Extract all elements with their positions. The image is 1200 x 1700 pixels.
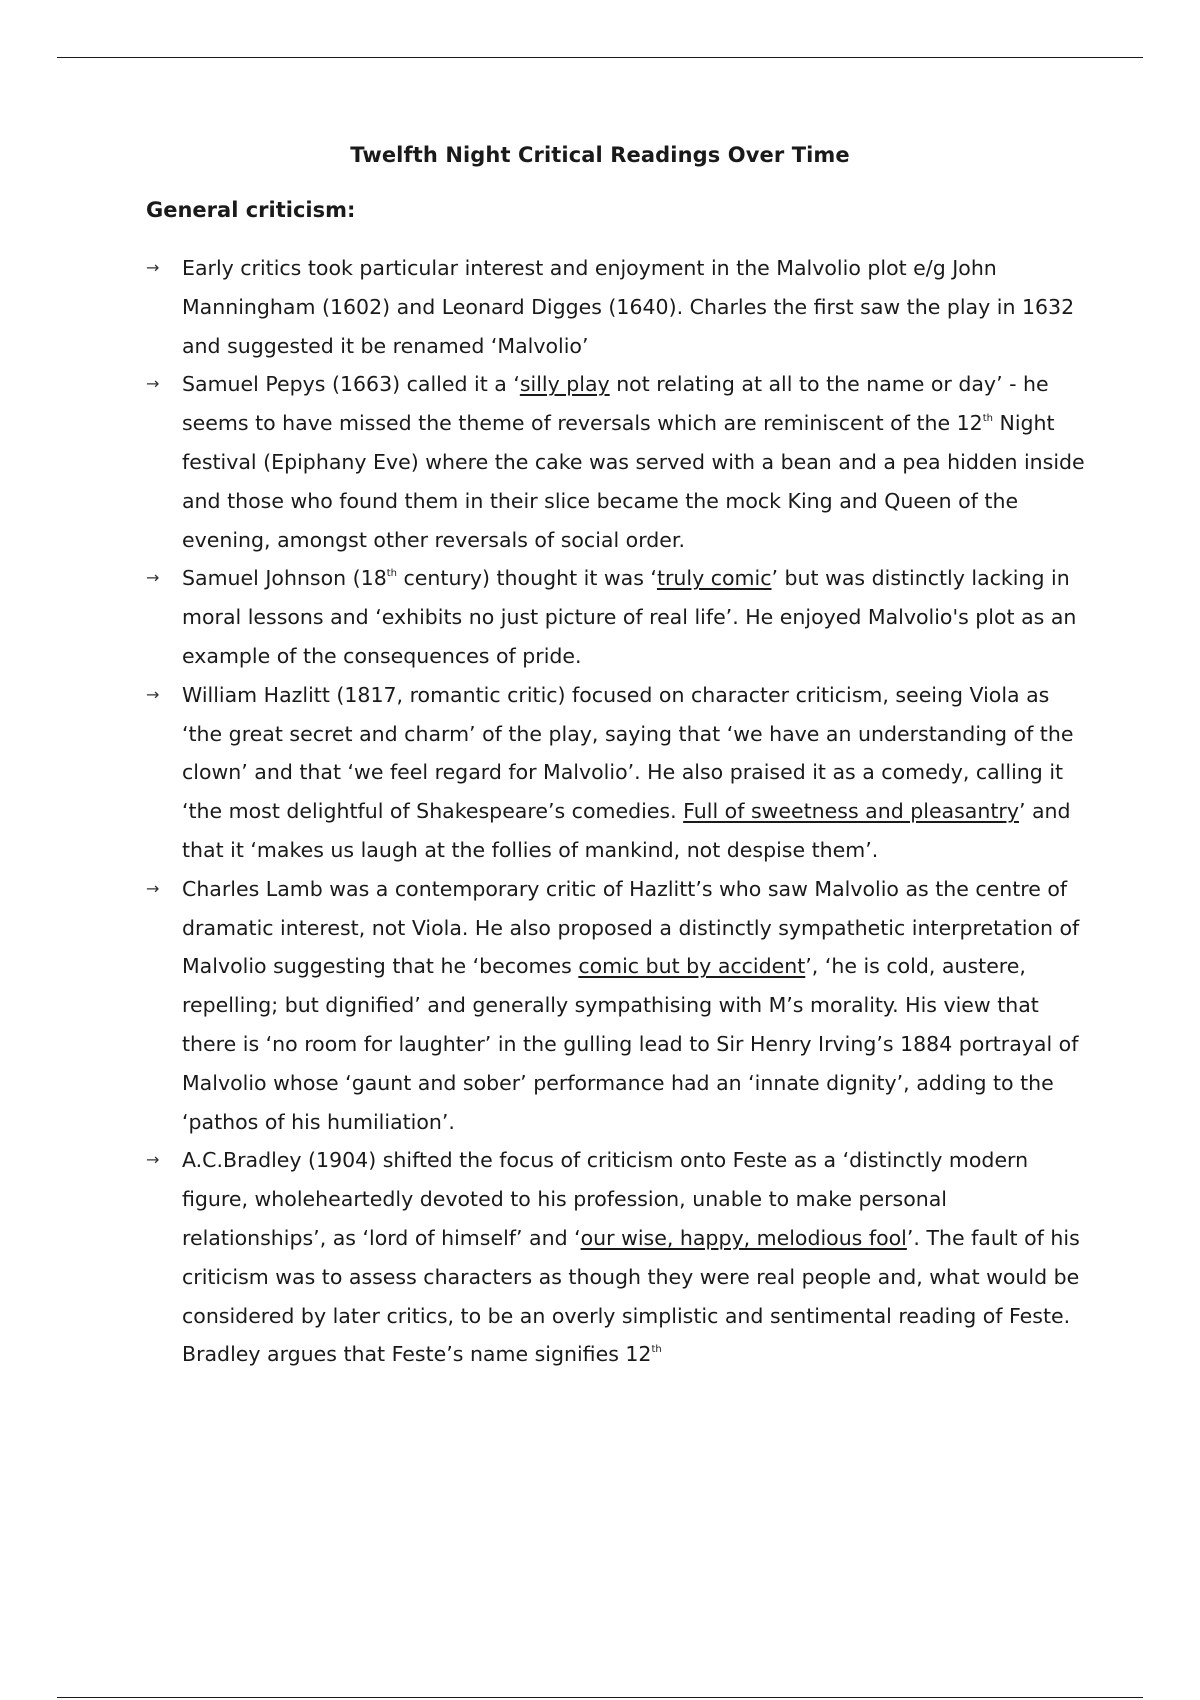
bullet-text: ’, ‘he is cold, austere, repelling; but dignified’ and generally sympathising with M’s morality. His view that there is ‘no room for laughter’ in the gulling lead to Sir Henry Irving’s 1884 portrayal of Malvolio whose ‘gaunt and sober’ performance had an ‘innate dignity’, adding to the ‘pathos of his humiliation’. bbox=[182, 954, 1079, 1134]
bullet-text: Samuel Johnson (18 bbox=[182, 566, 387, 591]
bullet-text: A.C.Bradley (1904) shifted the focus of criticism onto Feste as a ‘distinctly modern figure, wholeheartedly devoted to his profession, unable to make personal relationships’, as ‘lord of himself’ and ‘ bbox=[182, 1148, 1029, 1250]
bullet-text: not relating at all to the name or day’ - he seems to have missed the theme of reversals which are reminiscent of the 12 bbox=[182, 372, 1049, 436]
bullet-item bbox=[146, 365, 1096, 559]
superscript: th bbox=[386, 568, 398, 580]
bullet-item bbox=[146, 1141, 1096, 1374]
bullet-item bbox=[146, 559, 1096, 675]
underlined-quote: Full of sweetness and pleasantry bbox=[683, 799, 1019, 824]
bullet-text: century) thought it was ‘ bbox=[397, 566, 657, 591]
bullet-text: ’. The fault of his criticism was to assess characters as though they were real people and, what would be considered by later critics, to be an overly simplistic and sentimental reading of Feste. Bradley argues that Feste’s name signifies 12 bbox=[182, 1225, 1080, 1367]
section-heading: General criticism: bbox=[146, 198, 356, 222]
footer-rule bbox=[57, 1697, 1143, 1698]
bullet-text: Samuel Pepys (1663) called it a ‘ bbox=[182, 372, 520, 397]
underlined-quote: silly play bbox=[519, 372, 610, 397]
bullet-item bbox=[146, 676, 1096, 870]
bullet-text: Night festival (Epiphany Eve) where the cake was served with a bean and a pea hidden inside and those who found them in their slice became the mock King and Queen of the evening, amongst other reversals of social order. bbox=[182, 411, 1085, 552]
superscript: th bbox=[982, 413, 993, 425]
arrow-bullet-icon: → bbox=[146, 568, 160, 588]
underlined-quote: our wise, happy, melodious fool bbox=[580, 1225, 907, 1250]
arrow-bullet-icon: → bbox=[146, 684, 160, 704]
arrow-bullet-icon: → bbox=[146, 374, 160, 394]
bullet-text: ’ but was distinctly lacking in moral lessons and ‘exhibits no just picture of real life’. He enjoyed Malvolio's plot as an example of the consequences of pride. bbox=[182, 566, 1077, 668]
bullet-text: Early critics took particular interest and enjoyment in the Malvolio plot e/g John Manningham (1602) and Leonard Digges (1640). Charles the first saw the play in 1632 and suggested it be renamed ‘Malvolio’ bbox=[182, 256, 1075, 358]
bullet-text: William Hazlitt (1817, romantic critic) focused on character criticism, seeing Viola as ‘the great secret and charm’ of the play, saying that ‘we have an understanding of the clown’ and that ‘we feel regard for Malvolio’. He also praised it as a comedy, calling it ‘the most delightful of Shakespeare’s comedies. bbox=[182, 682, 1074, 824]
arrow-bullet-icon: → bbox=[146, 258, 160, 277]
page-title: Twelfth Night Critical Readings Over Time bbox=[350, 143, 850, 167]
bullet-text: Charles Lamb was a contemporary critic of Hazlitt’s who saw Malvolio as the centre of dramatic interest, not Viola. He also proposed a distinctly sympathetic interpretation of Malvolio suggesting that he ‘becomes bbox=[182, 876, 1080, 979]
bullet-item bbox=[146, 249, 1096, 365]
superscript: th bbox=[651, 1344, 662, 1356]
underlined-quote: truly comic bbox=[656, 566, 772, 591]
underlined-quote: comic but by accident bbox=[578, 954, 806, 979]
bullet-text: ’ and that it ‘makes us laugh at the follies of mankind, not despise them’. bbox=[182, 799, 1071, 862]
header-rule bbox=[57, 57, 1143, 58]
arrow-bullet-icon: → bbox=[146, 878, 160, 898]
arrow-bullet-icon: → bbox=[146, 1150, 160, 1170]
bullet-item bbox=[146, 870, 1096, 1142]
bullet-list bbox=[146, 249, 1096, 1374]
